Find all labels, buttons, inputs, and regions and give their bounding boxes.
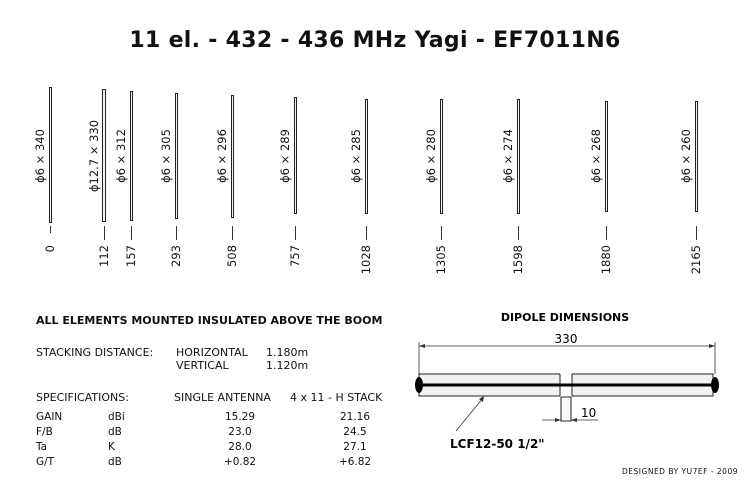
element-position-label: 1028: [359, 245, 373, 275]
spec-name: Ta: [36, 440, 48, 453]
stacking-vertical-label: VERTICAL: [176, 359, 229, 372]
spec-single: 15.29: [224, 410, 256, 423]
spec-row: [36, 424, 410, 439]
page-title: 11 el. - 432 - 436 MHz Yagi - EF7011N6: [129, 28, 621, 53]
element-position-label: 508: [225, 245, 239, 267]
spec-unit: dBi: [108, 410, 125, 423]
mounting-note: ALL ELEMENTS MOUNTED INSULATED ABOVE THE BOOM: [36, 314, 383, 327]
dipole-diagram: [400, 300, 730, 460]
element-position-label: 2165: [689, 245, 703, 275]
spec-stack: +6.82: [338, 455, 372, 468]
element-rod: [102, 89, 106, 222]
spec-stack: 21.16: [339, 410, 371, 423]
spec-col-single: SINGLE ANTENNA: [174, 391, 271, 404]
element-size-label: ϕ6 × 260: [679, 129, 693, 183]
dipole-length-label: 330: [554, 332, 578, 346]
element-size-label: ϕ12.7 × 330: [87, 119, 101, 193]
spec-col-stack: 4 x 11 - H STACK: [290, 391, 383, 404]
spec-unit: K: [108, 440, 115, 453]
element-size-label: ϕ6 × 289: [278, 129, 292, 183]
spec-row: [36, 409, 410, 424]
spec-unit: dB: [108, 425, 122, 438]
dim-arrow-right: [709, 344, 715, 348]
spec-stack: 24.5: [343, 425, 367, 438]
spec-name: GAIN: [36, 410, 63, 423]
element-rod: [440, 99, 443, 214]
credit: DESIGNED BY YU7EF - 2009: [622, 467, 738, 476]
position-tick: [696, 226, 697, 240]
element-size-label: ϕ6 × 274: [501, 129, 515, 183]
element-rod: [695, 101, 698, 212]
stacking-horizontal-value: 1.180m: [266, 346, 309, 359]
gap-label: 10: [581, 406, 597, 420]
spec-stack: 27.1: [343, 440, 367, 453]
element-position-label: 112: [97, 245, 111, 267]
dipole-end-left: [415, 377, 423, 393]
position-tick: [50, 226, 51, 233]
spec-row: [36, 454, 410, 469]
spec-row: [36, 439, 410, 454]
spec-unit: dB: [108, 455, 122, 468]
specifications-label: SPECIFICATIONS:: [36, 391, 129, 404]
element-rod: [365, 99, 368, 214]
stacking-horizontal-label: HORIZONTAL: [176, 346, 248, 359]
spec-single: 23.0: [228, 425, 252, 438]
element-position-label: 293: [169, 245, 183, 267]
element-rod: [605, 101, 608, 212]
position-tick: [232, 226, 233, 240]
element-rod: [130, 91, 133, 221]
spec-single: +0.82: [223, 455, 257, 468]
element-position-label: 757: [288, 245, 302, 267]
element-rod: [294, 97, 297, 214]
stacking-label: STACKING DISTANCE:: [36, 346, 154, 359]
element-size-label: ϕ6 × 268: [589, 129, 603, 183]
position-tick: [176, 226, 177, 240]
position-tick: [606, 226, 607, 240]
position-tick: [295, 226, 296, 240]
feed-stub: [561, 397, 571, 421]
dim-arrow-left: [419, 344, 425, 348]
element-size-label: ϕ6 × 285: [349, 129, 363, 183]
element-position-label: 1305: [434, 245, 448, 275]
stacking-vertical-value: 1.120m: [266, 359, 309, 372]
position-tick: [441, 226, 442, 240]
element-rod: [517, 99, 520, 214]
position-tick: [366, 226, 367, 240]
element-size-label: ϕ6 × 296: [215, 129, 229, 183]
element-position-label: 157: [124, 245, 138, 267]
spec-name: F/B: [36, 425, 53, 438]
position-tick: [104, 226, 105, 240]
element-size-label: ϕ6 × 305: [159, 129, 173, 183]
position-tick: [131, 226, 132, 240]
dipole-end-right: [711, 377, 719, 393]
element-size-label: ϕ6 × 340: [33, 129, 47, 183]
spec-single: 28.0: [228, 440, 252, 453]
position-tick: [518, 226, 519, 240]
element-rod: [49, 87, 52, 223]
cable-leader: [456, 398, 483, 431]
element-rod: [231, 95, 234, 218]
element-size-label: ϕ6 × 280: [424, 129, 438, 183]
element-position-label: 0: [43, 245, 57, 253]
spec-name: G/T: [36, 455, 55, 468]
element-size-label: ϕ6 × 312: [114, 129, 128, 183]
element-rod: [175, 93, 178, 219]
element-position-label: 1880: [599, 245, 613, 275]
cable-label: LCF12-50 1/2": [450, 437, 545, 451]
element-position-label: 1598: [511, 245, 525, 275]
dipole-title: DIPOLE DIMENSIONS: [500, 311, 630, 324]
specifications-table: [36, 409, 410, 469]
